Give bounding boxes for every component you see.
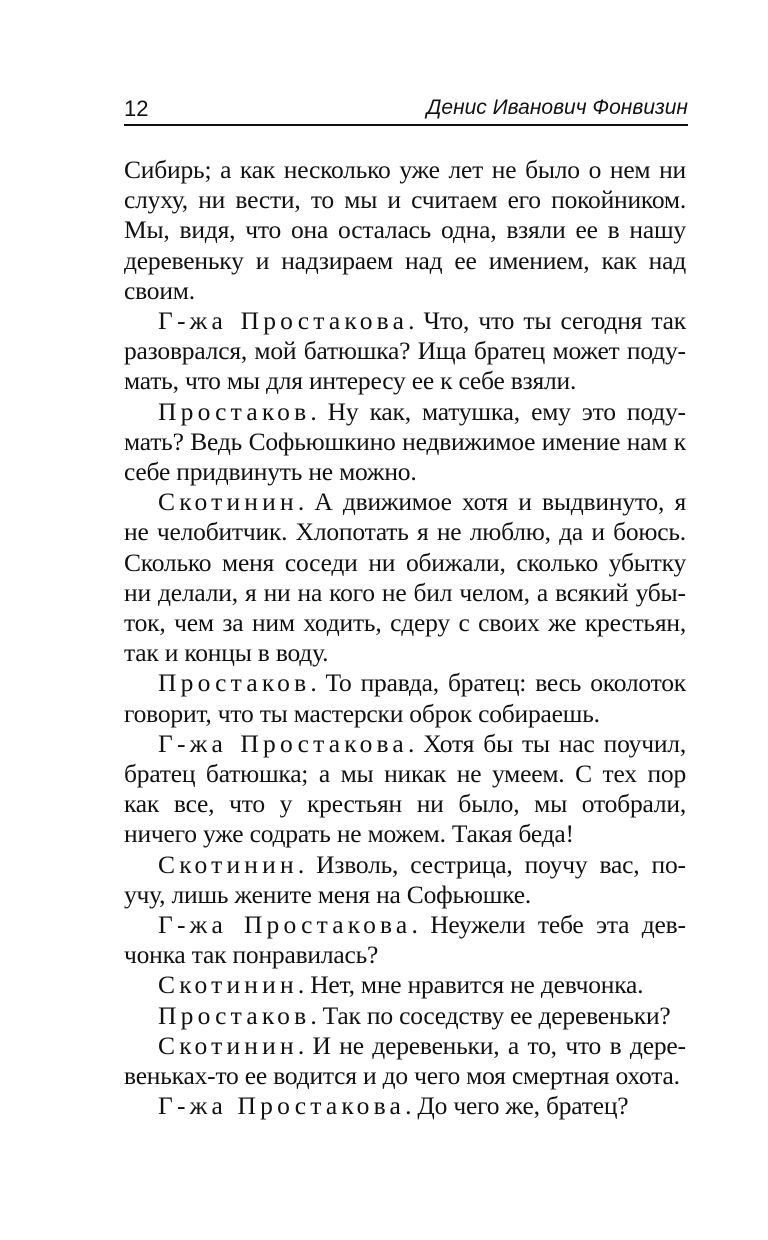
paragraph-text: Сибирь; а как несколько уже лет не было о нем ни слуху, ни вести, то мы и считаем его покойником. Мы, видя, что она осталась одна, взяли ее в нашу деревеньку и надзираем над ее имением, как над своим. [124, 155, 686, 305]
speaker-name: Г-жа Простакова [158, 306, 409, 336]
paragraph [124, 487, 686, 668]
speaker-name: Простаков [158, 668, 311, 698]
paragraph [124, 668, 686, 728]
page-number: 12 [124, 96, 149, 121]
speaker-name: Простаков [158, 1000, 311, 1030]
paragraph [124, 1001, 686, 1031]
paragraph [124, 1091, 686, 1121]
speaker-name: Г-жа Простакова [158, 910, 412, 940]
replica-text: . Что, что ты сегодня так разоврался, мой батюшка? Ища братец может подумать, что мы для интересу ее к себе взяли. [124, 306, 686, 396]
page-body [124, 155, 686, 1122]
paragraph [124, 910, 686, 970]
paragraph [124, 155, 686, 306]
paragraph [124, 306, 686, 397]
speaker-name: Г-жа Простакова [158, 1091, 406, 1121]
replica-text: . Изволь, сестрица, поучу вас, поучу, лишь жените меня на Софьюшке. [124, 849, 686, 909]
speaker-name: Скотинин [158, 487, 298, 517]
replica-text: . Нет, мне нравится не девчонка. [297, 970, 644, 1000]
running-title: Денис Иванович Фонвизин [426, 96, 688, 119]
running-header [124, 94, 688, 126]
replica-text: . И не деревеньки, а то, что в деревеньках-то ее водится и до чего моя смертная охота. [124, 1030, 686, 1091]
paragraph [124, 970, 686, 1000]
speaker-name: Скотинин [158, 849, 298, 879]
speaker-name: Г-жа Простакова [158, 728, 408, 758]
replica-text: . До чего же, братец? [405, 1091, 629, 1121]
replica-text: . То правда, братец: весь околоток говорит, что ты мастерски оброк собираешь. [124, 668, 686, 728]
speaker-name: Скотинин [158, 970, 298, 1000]
replica-text: . А движимое хотя и выдвинуто, я не челобитчик. Хлопотать я не люблю, да и боюсь. Сколько меня соседи ни обижали, сколько убытку ни делали, я ни на кого не бил челом, а всякий убыток, чем за ним ходить, сдеру с своих же крестьян, так и концы в воду. [124, 487, 686, 668]
paragraph [124, 850, 686, 910]
paragraph [124, 397, 686, 488]
replica-text: . Неужели тебе эта девчонка так понравилась? [124, 910, 686, 970]
speaker-name: Скотинин [158, 1030, 298, 1060]
speaker-name: Простаков [158, 396, 311, 426]
replica-text: . Так по соседству ее деревеньки? [310, 1000, 671, 1030]
replica-text: . Хотя бы ты нас поучил, братец батюшка; а мы никак не умеем. С тех пор как все, что у крестьян ни было, мы отобрали, ничего уже содрать не можем. Такая беда! [124, 728, 687, 849]
paragraph [124, 1031, 686, 1091]
paragraph [124, 729, 686, 850]
replica-text: . Ну как, матушка, ему это подумать? Ведь Софьюшкино недвижимое имение нам к себе придвинуть не можно. [124, 396, 686, 487]
